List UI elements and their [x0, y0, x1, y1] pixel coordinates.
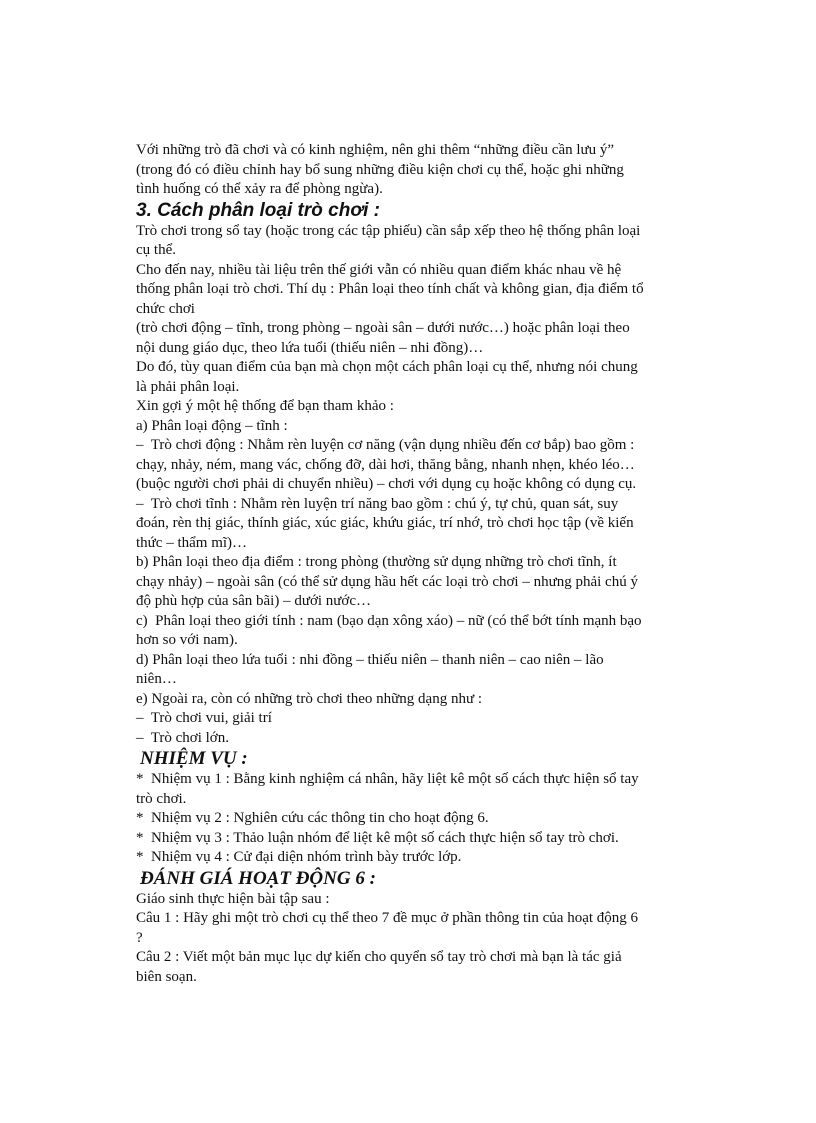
- text-line: đoán, rèn thị giác, thính giác, xúc giác, khứu giác, trí nhớ, trò chơi học tập (về kiến: [136, 515, 634, 531]
- text-line: (buộc người chơi phải di chuyển nhiều) – chơi với dụng cụ hoặc không có dụng cụ.: [136, 476, 637, 492]
- text-line: Xin gợi ý một hệ thống để bạn tham khảo :: [136, 398, 394, 414]
- text-line: * Nhiệm vụ 1 : Bằng kinh nghiệm cá nhân, hãy liệt kê một số cách thực hiện sổ tay: [136, 771, 639, 787]
- text-line: thống phân loại trò chơi. Thí dụ : Phân loại theo tính chất và không gian, địa điểm tổ: [136, 281, 644, 297]
- text-line: – Trò chơi vui, giải trí: [136, 710, 272, 726]
- text-line: chạy, nhảy, ném, mang vác, chống đỡ, dài hơi, thăng bằng, nhanh nhẹn, khéo léo…: [136, 456, 635, 473]
- text-line: Do đó, tùy quan điểm của bạn mà chọn một cách phân loại cụ thể, nhưng nói chung: [136, 359, 638, 375]
- tasks-body: [136, 770, 692, 868]
- text-line: e) Ngoài ra, còn có những trò chơi theo những dạng như :: [136, 690, 482, 707]
- intro-paragraph: [136, 141, 692, 200]
- text-line: niên…: [136, 671, 177, 687]
- tasks-heading: NHIỆM VỤ :: [140, 748, 248, 769]
- text-line: a) Phân loại động – tĩnh :: [136, 417, 288, 434]
- text-line: thức – thẩm mĩ)…: [136, 534, 248, 551]
- text-line: b) Phân loại theo địa điểm : trong phòng (thường sử dụng những trò chơi tĩnh, ít: [136, 554, 617, 570]
- text-line: * Nhiệm vụ 3 : Thảo luận nhóm để liệt kê một số cách thực hiện sổ tay trò chơi.: [136, 829, 619, 846]
- text-line: (trong đó có điều chỉnh hay bổ sung những điều kiện chơi cụ thể, hoặc ghi những: [136, 161, 624, 178]
- section-3-body: [136, 222, 692, 749]
- text-line: Câu 2 : Viết một bản mục lục dự kiến cho quyển sổ tay trò chơi mà bạn là tác giả: [136, 949, 622, 965]
- text-line: biên soạn.: [136, 968, 197, 985]
- text-line: nội dung giáo dục, theo lứa tuổi (thiếu niên – nhi đồng)…: [136, 339, 484, 356]
- text-line: – Trò chơi động : Nhằm rèn luyện cơ năng (vận dụng nhiều đến cơ bắp) bao gồm :: [136, 437, 635, 453]
- text-line: độ phù hợp của sân bãi) – dưới nước…: [136, 593, 372, 609]
- text-line: Giáo sinh thực hiện bài tập sau :: [136, 890, 330, 907]
- text-line: Trò chơi trong sổ tay (hoặc trong các tập phiếu) cần sắp xếp theo hệ thống phân loại: [136, 222, 641, 239]
- text-line: Câu 1 : Hãy ghi một trò chơi cụ thể theo 7 đề mục ở phần thông tin của hoạt động 6: [136, 910, 639, 926]
- text-line: hơn so với nam).: [136, 632, 238, 648]
- text-line: – Trò chơi tĩnh : Nhằm rèn luyện trí năng bao gồm : chú ý, tự chủ, quan sát, suy: [136, 495, 619, 512]
- text-line: (trò chơi động – tĩnh, trong phòng – ngoài sân – dưới nước…) hoặc phân loại theo: [136, 320, 630, 336]
- text-line: ?: [136, 929, 143, 946]
- text-line: * Nhiệm vụ 4 : Cử đại diện nhóm trình bày trước lớp.: [136, 849, 462, 865]
- text-line: tình huống có thể xảy ra để phòng ngừa).: [136, 181, 383, 197]
- text-line: cụ thể.: [136, 242, 176, 258]
- text-line: – Trò chơi lớn.: [136, 729, 229, 746]
- text-line: là phải phân loại.: [136, 378, 240, 395]
- text-line: Với những trò đã chơi và có kinh nghiệm, nên ghi thêm “những điều cần lưu ý”: [136, 142, 615, 158]
- text-line: trò chơi.: [136, 790, 187, 807]
- text-line: d) Phân loại theo lứa tuổi : nhi đồng – thiếu niên – thanh niên – cao niên – lão: [136, 651, 604, 668]
- text-line: Cho đến nay, nhiều tài liệu trên thế giới vẫn có nhiều quan điểm khác nhau về hệ: [136, 261, 622, 278]
- text-line: c) Phân loại theo giới tính : nam (bạo dạn xông xáo) – nữ (có thể bớt tính mạnh bạo: [136, 612, 642, 629]
- text-line: * Nhiệm vụ 2 : Nghiên cứu các thông tin cho hoạt động 6.: [136, 810, 489, 826]
- section-3-heading: 3. Cách phân loại trò chơi :: [136, 199, 380, 221]
- document-page: [136, 141, 692, 987]
- text-line: chạy nhảy) – ngoài sân (có thể sử dụng hầu hết các loại trò chơi – nhưng phải chú ý: [136, 573, 638, 590]
- evaluation-body: [136, 890, 692, 988]
- text-line: chức chơi: [136, 300, 195, 317]
- evaluation-heading: ĐÁNH GIÁ HOẠT ĐỘNG 6 :: [140, 867, 376, 889]
